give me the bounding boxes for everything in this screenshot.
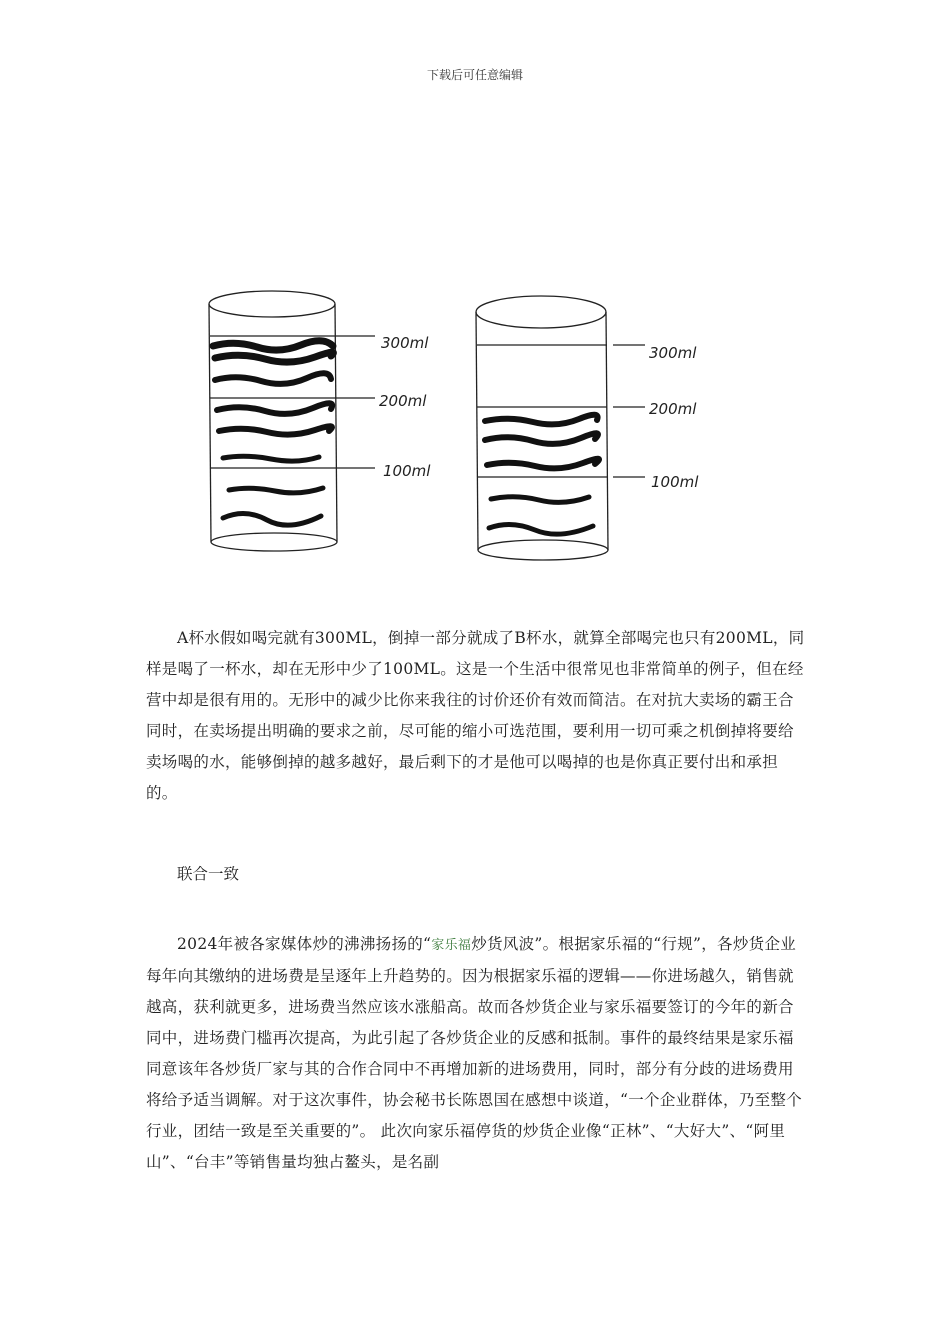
cup-b-label-100: 100ml — [651, 473, 699, 491]
cup-a-label-100: 100ml — [383, 462, 431, 480]
cup-b-label-300: 300ml — [649, 344, 697, 362]
paragraph-2-text-start: 2024年被各家媒体炒的沸沸扬扬的“ — [177, 935, 432, 953]
page-header: 下载后可任意编辑 — [426, 68, 523, 82]
cup-b-label-200: 200ml — [649, 400, 697, 418]
cup-b-water-marks — [485, 415, 599, 534]
body-paragraph-1: A杯水假如喝完就有300ML，倒掉一部分就成了B杯水，就算全部喝完也只有200ML，同样是喝了一杯水，却在无形中少了100ML。这是一个生活中很常见也非常简单的例子，但在经营中却是很有用的。无形中的减少比你来我往的讨价还价有效而简洁。在对抗大卖场的霸王合同时，在卖场提出明确的要求之前，尽可能的缩小可选范围，要利用一切可乘之机倒掉将要给卖场喝的水，能够倒掉的越多越好，最后剩下的才是他可以喝掉的也是你真正要付出和承担的。 — [146, 629, 805, 802]
section-heading: 联合一致 — [177, 865, 240, 883]
cup-comparison-figure — [195, 280, 755, 570]
cup-a-label-200: 200ml — [379, 392, 427, 410]
paragraph-2-text-rest: 炒货风波”。根据家乐福的“行规”，各炒货企业每年向其缴纳的进场费是呈逐年上升趋势的。因为根据家乐福的逻辑——你进场越久，销售就越高，获利就更多，进场费当然应该水涨船高。故而各炒货企业与家乐福要签订的今年的新合同中，进场费门槛再次提高，为此引起了各炒货企业的反感和抵制。事件的最终结果是家乐福同意该年各炒货厂家与其的合作合同中不再增加新的进场费用，同时，部分有分歧的进场费用将给予适当调解。对于这次事件，协会秘书长陈恩国在感想中谈道，“一个企业群体，乃至整个行业，团结一致是至关重要的”。 此次向家乐福停货的炒货企业像“正林”、“大好大”、“阿里山”、“台丰”等销售量均独占鳌头，是名副 — [146, 935, 803, 1171]
cup-b — [476, 296, 645, 560]
highlighted-keyword: 家乐福 — [431, 938, 472, 953]
cup-a-label-300: 300ml — [381, 334, 429, 352]
cup-a-water-marks — [213, 341, 333, 525]
body-paragraph-2 — [146, 929, 806, 1178]
